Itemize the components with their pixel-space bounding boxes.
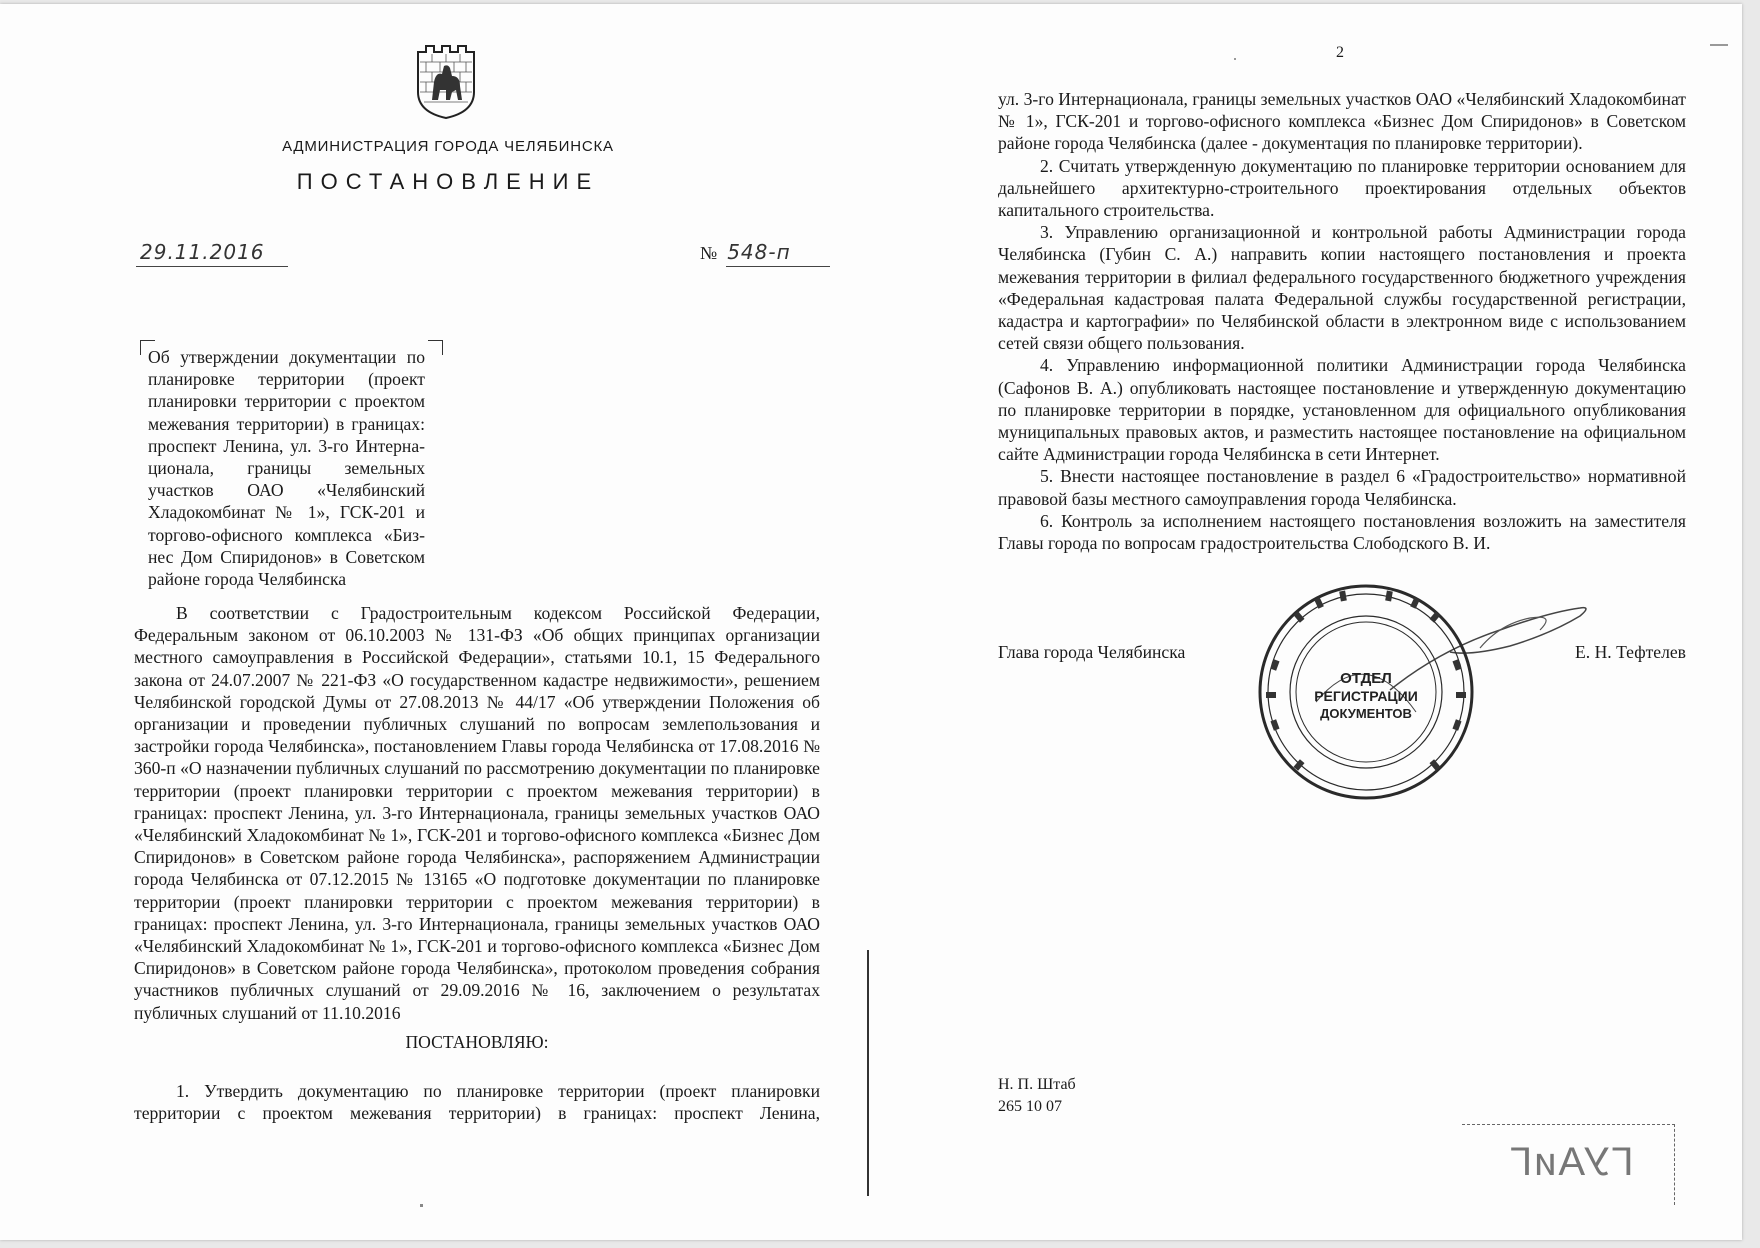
city-coat-of-arms [414,42,478,120]
corner-stamp-text: ГУАиГ [1508,1140,1634,1184]
subject-line: нес Дом Спиридонов» в Советском [148,546,425,567]
page-number: 2 [1336,44,1344,61]
subject-line: Об утверждении документации по [148,347,425,367]
subject-line: планировки территории с проектом [148,391,425,412]
subject-line: районе города Челябинска [148,569,347,590]
subject-line: планировке территории (проект [148,369,425,390]
stamp-line: ДОКУМЕНТОВ [1320,706,1412,721]
scanned-document-sheet [0,4,1742,1240]
resolution-item-3: 3. Управлению организационной и контрольной работы Администрации города Челябинска (Губин С. А.) направить копии настоящего постановления и проекта межевания территории в филиал федерального государственного бюджетного учреждения «Федеральная кадастровая палата Федеральной службы государственной регистрации, кадастра и картографии» по Челябинской области в электронном виде с использованием сетей связи общего пользования. [998,222,1686,354]
subject-line: участков ОАО «Челябинский [148,480,425,501]
resolve-heading: ПОСТАНОВЛЯЮ: [405,1032,549,1052]
resolution-item-1: 1. Утвердить документацию по планировке территории (проект планировки территории с проектом межевания территории) в границах: проспект Ленина, [134,1081,820,1124]
subject-bracket-right [428,340,443,355]
subject-line: Хладокомбинат № 1», ГСК-201 и [148,502,425,523]
registration-stamp [1256,582,1476,802]
scan-speck [1710,44,1728,46]
signer-title: Глава города Челябинска [998,642,1186,662]
subject-line: проспект Ленина, ул. 3-го Интерна- [148,435,425,456]
subject-line: торгово-офисного комплекса «Биз- [148,524,425,545]
executor-name: Н. П. Штаб [998,1076,1076,1093]
page-fold-line [867,950,869,1196]
signer-name: Е. Н. Тефтелев [1575,642,1686,662]
resolution-item-6: 6. Контроль за исполнением настоящего постановления возложить на заместителя Главы города по вопросам градостроительства Слободского В. И. [998,510,1686,554]
number-sign: № [700,243,718,263]
executor-phone: 265 10 07 [998,1098,1062,1115]
scan-speck [1234,58,1236,60]
issuing-organization: АДМИНИСТРАЦИЯ ГОРОДА ЧЕЛЯБИНСКА [282,138,614,155]
stamp-line: РЕГИСТРАЦИИ [1314,688,1418,704]
subject-line: межевания территории) в границах: [148,413,425,434]
number-value: 548-п [727,240,791,264]
subject-block [148,346,425,590]
resolution-item-1-continued: ул. 3-го Интернационала, границы земельных участков ОАО «Челябинский Хладокомбинат № 1», ГСК-201 и торгово-офисного комплекса «Бизнес Дом Спиридонов» в Советском районе города Челябинска (далее - документация по планировке территории). [998,89,1686,154]
subject-line: ционала, границы земельных [148,458,425,479]
preamble-paragraph: В соответствии с Градостроительным кодексом Российской Федерации, Федеральным законом от 06.10.2003 № 131-ФЗ «Об общих принципах организации местного самоуправления в Российской Федерации», статьями 10.1, 15 Федерального закона от 24.07.2007 № 221-ФЗ «О государственном кадастре недвижимости», решением Челябинской городской Думы от 27.08.2013 № 44/17 «Об утверждении Положения об организации и проведении публичных слушаний по вопросам землепользования и застройки города Челябинска», постановлением Главы города Челябинска от 17.08.2016 № 360-п «О назначении публичных слушаний по рассмотрению документации по планировке территории (проект планировки территории с проектом межевания территории) в границах: проспект Ленина, ул. 3-го Интернационала, границы земельных участков ОАО «Челябинский Хладокомбинат № 1», ГСК-201 и торгово-офисного комплекса «Бизнес Дом Спиридонов» в Советском районе города Челябинска», распоряжением Администрации города Челябинска от 07.12.2015 № 13165 «О подготовке документации по планировке территории (проект планировки территории с проектом межевания территории) в границах: проспект Ленина, ул. 3-го Интернационала, границы земельных участков ОАО «Челябинский Хладокомбинат № 1», ГСК-201 и торгово-офисного комплекса «Бизнес Дом Спиридонов» в Советском районе города Челябинска», протоколом проведения собрания участников публичных слушаний от 29.09.2016 № 16, заключением о результатах публичных слушаний от 11.10.2016 [134,603,820,1023]
resolution-item-4: 4. Управлению информационной политики Администрации города Челябинска (Сафонов В. А.) опубликовать настоящее постановление и утвержденную документацию по планировке территории в порядке, установленном для официального опубликования муниципальных правовых актов, и разместить настоящее постановление на официальном сайте Администрации города Челябинска в сети Интернет. [998,355,1686,465]
stamp-line: ОТДЕЛ [1340,670,1392,687]
page-2-body [998,88,1686,554]
document-date: 29.11.2016 [140,240,265,264]
resolution-item-2: 2. Считать утвержденную документацию по планировке территории основанием для дальнейшего архитектурно-строительного проектирования отдельных объектов капитального строительства. [998,155,1686,221]
number-underline [726,266,830,267]
document-number [700,240,830,264]
resolution-item-5: 5. Внести настоящее постановление в раздел 6 «Градостроительство» нормативной правовой базы местного самоуправления города Челябинска. [998,466,1686,509]
date-underline [136,266,288,267]
scan-speck [420,1204,423,1207]
document-type-title: ПОСТАНОВЛЕНИЕ [296,169,600,194]
